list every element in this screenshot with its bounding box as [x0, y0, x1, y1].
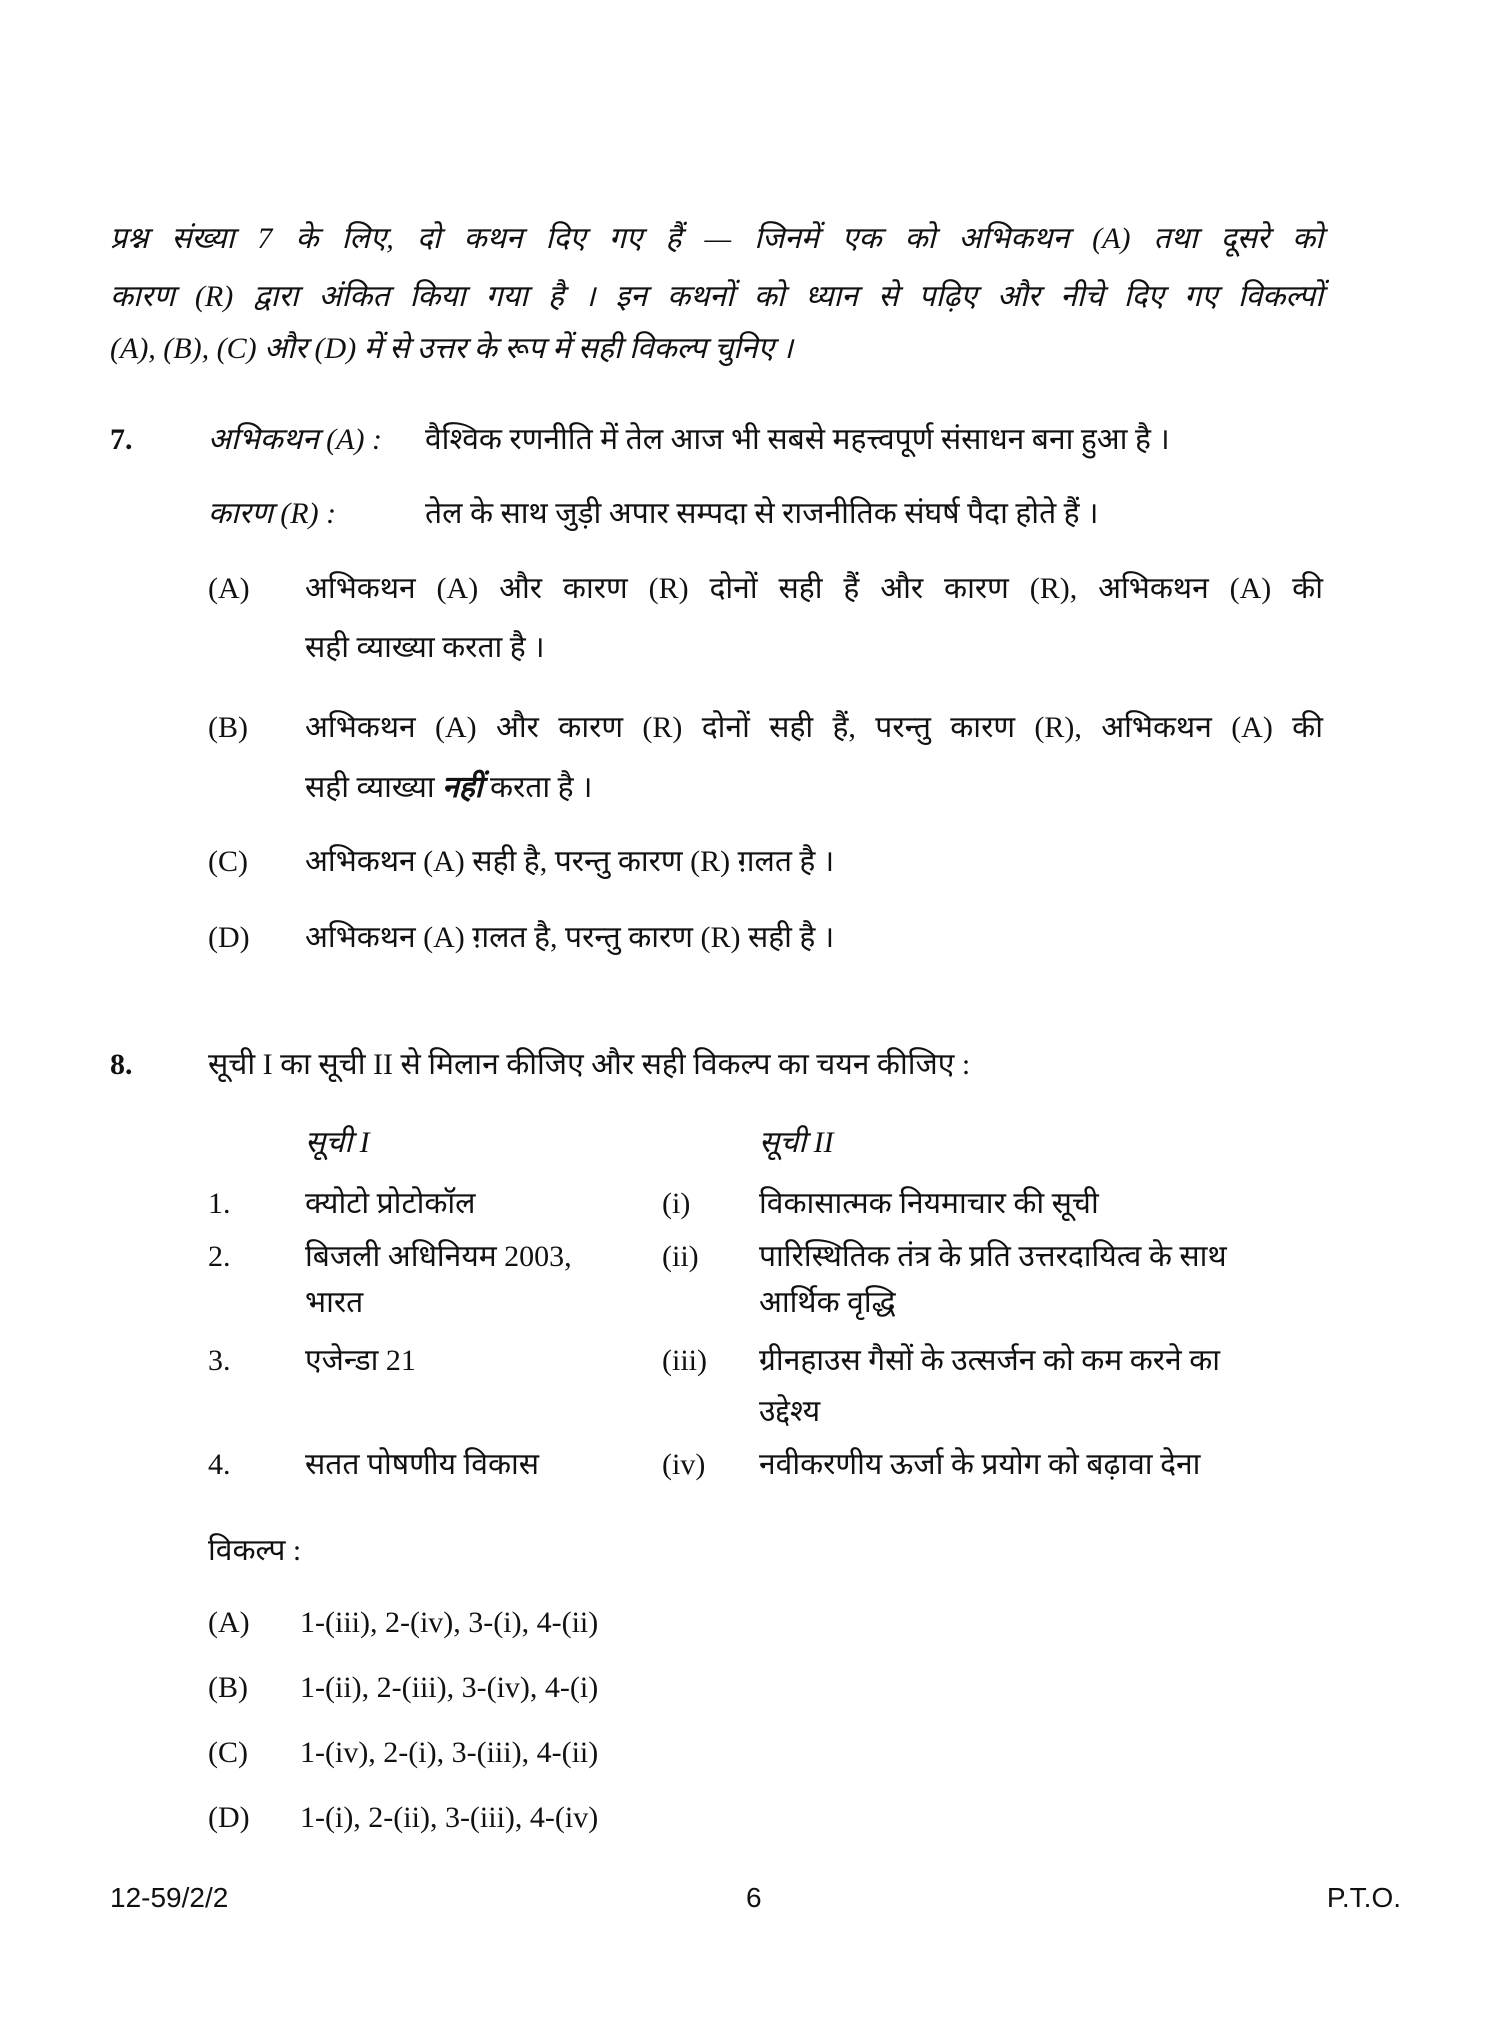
- pto-label: P.T.O.: [1326, 1882, 1401, 1913]
- q7-assertion-label: अभिकथन (A) :: [208, 423, 382, 456]
- q7-option-d-label[interactable]: (D): [208, 921, 250, 954]
- q7-option-b-line2-end: करता है ।: [482, 771, 593, 804]
- q8-option-d-label[interactable]: (D): [208, 1801, 250, 1834]
- list1-item: बिजली अधिनियम 2003,: [305, 1240, 572, 1273]
- list2-item: पारिस्थितिक तंत्र के प्रति उत्तरदायित्व के साथ: [759, 1240, 1227, 1273]
- q7-option-b-line2-start: सही व्याख्या: [305, 771, 443, 804]
- list2-item-cont: उद्देश्य: [759, 1395, 821, 1428]
- q7-option-a-label[interactable]: (A): [208, 572, 250, 605]
- q8-option-b-text: 1-(ii), 2-(iii), 3-(iv), 4-(i): [300, 1671, 599, 1704]
- instruction-line-1: प्रश्न संख्या 7 के लिए, दो कथन दिए गए हैं — जिनमें एक को अभिकथन (A) तथा दूसरे को: [110, 222, 1323, 255]
- list2-item: विकासात्मक नियमाचार की सूची: [759, 1187, 1099, 1220]
- q8-option-d-text: 1-(i), 2-(ii), 3-(iii), 4-(iv): [300, 1801, 599, 1834]
- q7-option-b-label[interactable]: (B): [208, 711, 248, 744]
- options-heading: विकल्प :: [208, 1534, 302, 1567]
- list2-num: (iii): [662, 1344, 707, 1377]
- paper-code: 12-59/2/2: [110, 1882, 229, 1913]
- list2-item-cont: आर्थिक वृद्धि: [759, 1286, 896, 1319]
- page-number: 6: [746, 1882, 762, 1913]
- instruction-line-2: कारण (R) द्वारा अंकित किया गया है । इन कथनों को ध्यान से पढ़िए और नीचे दिए गए विकल्पों: [110, 280, 1323, 313]
- list1-num: 2.: [208, 1240, 231, 1273]
- list2-num: (ii): [662, 1240, 699, 1273]
- q7-option-a-line1: अभिकथन (A) और कारण (R) दोनों सही हैं और कारण (R), अभिकथन (A) की: [305, 572, 1323, 605]
- q7-option-c-label[interactable]: (C): [208, 845, 248, 878]
- q8-option-a-label[interactable]: (A): [208, 1606, 250, 1639]
- list1-item: क्योटो प्रोटोकॉल: [305, 1187, 476, 1220]
- q7-reason: तेल के साथ जुड़ी अपार सम्पदा से राजनीतिक संघर्ष पैदा होते हैं ।: [425, 497, 1099, 530]
- list2-num: (iv): [662, 1448, 706, 1481]
- q8-option-b-label[interactable]: (B): [208, 1671, 248, 1704]
- list2-item: ग्रीनहाउस गैसों के उत्सर्जन को कम करने का: [759, 1344, 1221, 1377]
- instruction-line-3: (A), (B), (C) और (D) में से उत्तर के रूप में सही विकल्प चुनिए ।: [110, 332, 794, 365]
- list1-item: सतत पोषणीय विकास: [305, 1448, 540, 1481]
- q7-reason-label: कारण (R) :: [208, 497, 337, 530]
- list1-num: 1.: [208, 1187, 231, 1220]
- list1-num: 3.: [208, 1344, 231, 1377]
- q7-option-b-line2: [305, 773, 592, 803]
- q8-number: 8.: [110, 1048, 133, 1081]
- q7-option-a-line2: सही व्याख्या करता है ।: [305, 631, 545, 664]
- list1-item-cont: भारत: [305, 1286, 364, 1319]
- q7-assertion: वैश्विक रणनीति में तेल आज भी सबसे महत्त्वपूर्ण संसाधन बना हुआ है ।: [425, 423, 1170, 456]
- list2-heading: सूची II: [759, 1126, 834, 1159]
- q7-number: 7.: [110, 423, 133, 456]
- list1-item: एजेन्डा 21: [305, 1344, 416, 1377]
- q7-option-b-emphasis: नहीं: [442, 771, 483, 804]
- q7-option-b-line1: अभिकथन (A) और कारण (R) दोनों सही हैं, परन्तु कारण (R), अभिकथन (A) की: [305, 711, 1323, 744]
- q7-option-c-text: अभिकथन (A) सही है, परन्तु कारण (R) ग़लत है ।: [305, 845, 835, 878]
- q7-option-d-text: अभिकथन (A) ग़लत है, परन्तु कारण (R) सही है ।: [305, 921, 835, 954]
- list1-heading: सूची I: [305, 1126, 370, 1159]
- list1-num: 4.: [208, 1448, 231, 1481]
- q8-question: सूची I का सूची II से मिलान कीजिए और सही विकल्प का चयन कीजिए :: [208, 1048, 971, 1081]
- list2-num: (i): [662, 1187, 691, 1220]
- list2-item: नवीकरणीय ऊर्जा के प्रयोग को बढ़ावा देना: [759, 1448, 1201, 1481]
- q8-option-c-text: 1-(iv), 2-(i), 3-(iii), 4-(ii): [300, 1736, 599, 1769]
- q8-option-c-label[interactable]: (C): [208, 1736, 248, 1769]
- q8-option-a-text: 1-(iii), 2-(iv), 3-(i), 4-(ii): [300, 1606, 599, 1639]
